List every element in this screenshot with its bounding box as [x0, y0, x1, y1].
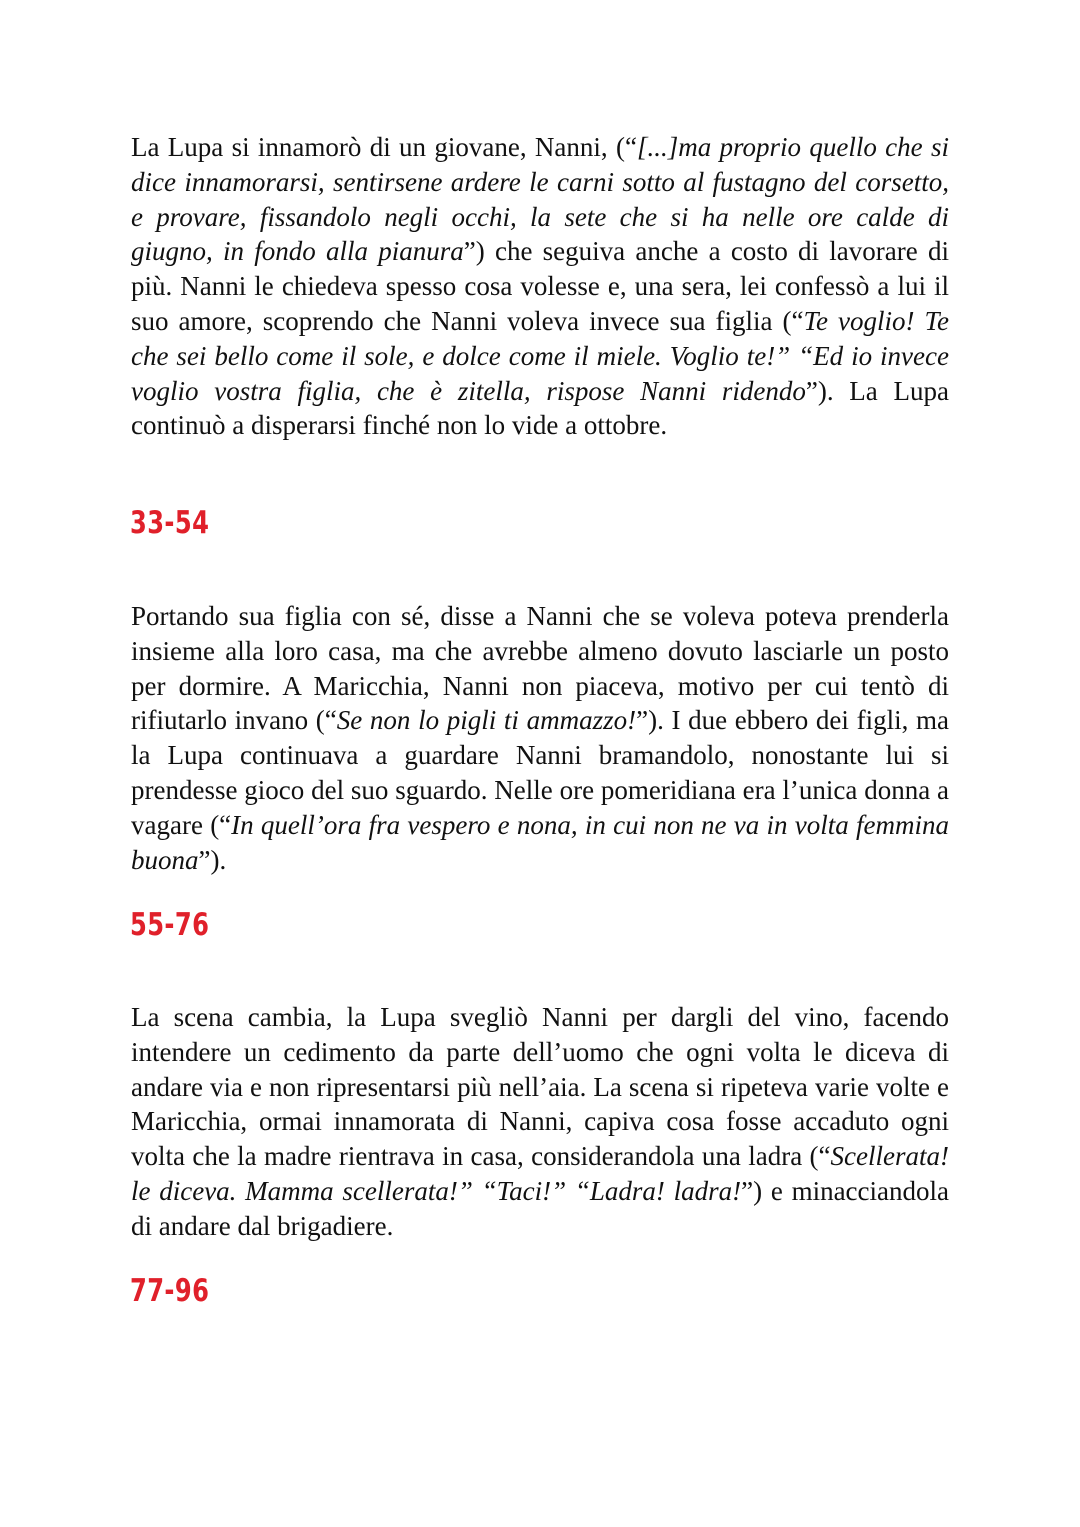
- quote-run: In quell’ora fra vespero e nona, in cui non ne va in volta femmina buona: [131, 809, 949, 875]
- quote-run: Te voglio! Te che sei bello come il sole, e dolce come il miele. Voglio te!” “Ed io invece voglio vostra figlia, che è zitella, rispose Nanni ridendo: [131, 305, 949, 406]
- line-range-heading: 33-54: [130, 505, 210, 541]
- paragraph-1: [131, 130, 949, 443]
- quote-run: Se non lo pigli ti ammazzo!: [336, 705, 637, 736]
- text-run: La Lupa si innamorò di un giovane, Nanni, (“: [131, 132, 637, 162]
- quote-run: Scellerata! le diceva. Mamma scellerata!” “Taci!” “Ladra! ladra!: [131, 1141, 949, 1206]
- text-run: ”). La Lupa continuò a disperarsi finché non lo vide a ottobre.: [131, 375, 949, 441]
- text-run: Portando sua figlia con sé, disse a Nanni che se voleva poteva prenderla insieme alla loro casa, ma che avrebbe almeno dovuto lasciarle un posto per dormire. A Maricchia, Nanni non piaceva, motivo per cui tentò di rifiutarlo invano (“: [131, 601, 949, 736]
- text-run: ”) e minacciandola di andare dal brigadiere.: [131, 1175, 949, 1241]
- text-run: La scena cambia, la Lupa svegliò Nanni per dargli del vino, facendo intendere un cedimento da parte dell’uomo che ogni volta le diceva di andare via e non ripresentarsi più nell’aia. La scena si ripeteva varie volte e Maricchia, ormai innamorata di Nanni, capiva cosa fosse accaduto ogni volta che la madre rientrava in casa, considerandola una ladra (“: [131, 1002, 949, 1172]
- line-range-heading: 55-76: [130, 907, 210, 943]
- line-range-heading: 77-96: [130, 1273, 210, 1309]
- text-run: ”).: [198, 844, 227, 875]
- quote-run: [...]ma proprio quello che si dice innamorarsi, sentirsene ardere le carni sotto al fustagno del corsetto, e provare, fissandolo negli occhi, la sete che si ha nelle ore calde di giugno, in fondo alla pianura: [131, 132, 949, 267]
- text-run: ”) che seguiva anche a costo di lavorare di più. Nanni le chiedeva spesso cosa volesse e, una sera, lei confessò a lui il suo amore, scoprendo che Nanni voleva invece sua figlia (“: [131, 236, 949, 336]
- paragraph-2: [131, 599, 949, 877]
- text-run: ”). I due ebbero dei figli, ma la Lupa continuava a guardare Nanni bramandolo, nonostante lui si prendesse gioco del suo sguardo. Nelle ore pomeridiana era l’unica donna a vagare (“: [131, 705, 949, 840]
- paragraph-3: [131, 1000, 949, 1244]
